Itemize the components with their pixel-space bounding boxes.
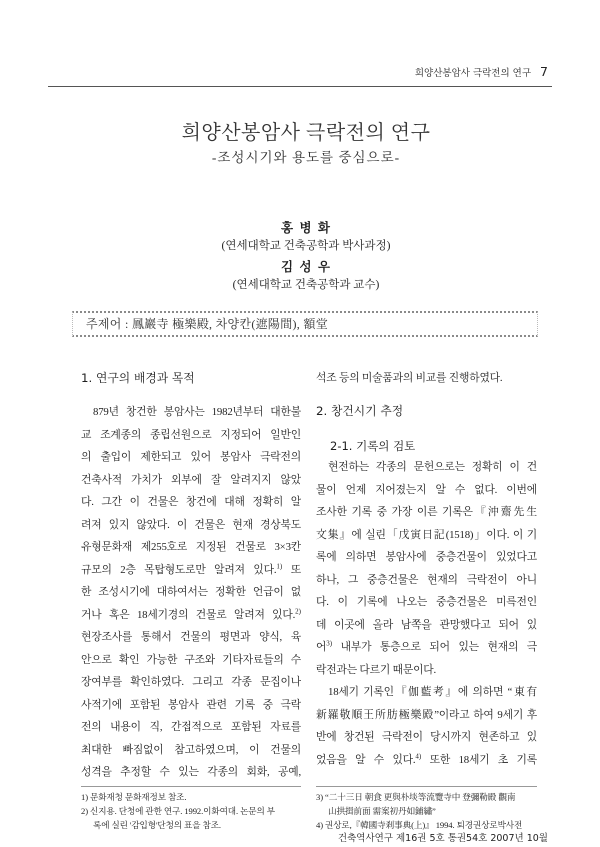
footnote-rule [81,786,301,787]
body-line: 건축사적 가치가 외부에 잘 알려지지 않았 [81,473,301,486]
footnote-mark: 2) [81,806,88,816]
body-line: 데 이곳에 올라 남쪽을 관망했다고 되어 있 [316,618,537,631]
body-line: 의 출입이 제한되고 있어 봉암사 극락전의 [81,451,301,463]
footnote [81,790,302,804]
body-line: 한 조성시기에 대하여서는 정확한 언급이 없 [81,586,301,598]
body-line: 록에 의하면 봉암사에 중층건물이 있었다고 [316,551,537,563]
body-line: 석조 등의 미술품과의 비교를 진행하였다. [316,372,503,384]
footnotes-right [316,790,538,832]
body-line [81,559,301,582]
subsection-heading: 2-1. 기록의 검토 [330,439,416,453]
keywords-label: 주제어 : [86,317,129,331]
footnote-rule [316,786,537,787]
body-line: 다. 그간 이 건물은 창건에 대해 정확히 알 [81,496,301,508]
body-line: 안으로 확인 가능한 구조와 기타자료들의 수 [81,653,301,666]
footnote-text: 권상로,『韓國寺刹事典(上)』 1994. 퇴경권상로박사전 [325,820,523,830]
footnote [316,790,538,804]
footer-citation: 건축역사연구 제16권 5호 통권54호 2007년 10월 [337,833,548,844]
body-line: 조사한 기록 중 가장 이른 기록은『沖齋先生 [316,506,537,518]
footnote-text: 록에 실린 '감입형'단청의 표을 참조. [93,820,221,830]
body-line: 현장조사를 통해서 건물의 평면과 양식, 육 [81,631,301,643]
body-line [81,604,301,627]
section-heading: 1. 연구의 배경과 목적 [81,371,195,385]
footnote-ref: 4) [415,751,422,760]
left-column-text [81,401,301,784]
body-line-text: 내부가 통층으로 되어 있는 현재의 극 [332,641,537,653]
body-line: 장여부를 확인하였다. 그리고 각종 문집이나 [81,676,301,688]
body-line-text: 규모의 2층 목탑형도로만 알려져 있다. [81,563,277,576]
footnote-ref: 2) [295,606,301,615]
author-affiliation: (연세대학교 건축공학과 교수) [232,278,380,291]
footnote-mark: 4) [316,820,323,830]
body-line: 18세기 기록인『伽藍考』에 의하면 “東有 [328,686,537,698]
body-line [316,636,537,659]
section-heading: 2. 창건시기 추정 [316,404,404,418]
body-line: 전의 내용이 직, 간접적으로 포함된 자료를 [81,721,301,733]
body-line: 반에 창건된 극락전이 당시까지 현존하고 있 [316,731,537,743]
body-line: 최대한 빠짐없이 참고하였으며, 이 건물의 [81,743,301,756]
running-header-title: 희양산봉암사 극락전의 연구 [414,68,532,79]
body-line-text: 었음을 알 수 있다. [316,753,416,766]
body-line: 879년 창건한 봉암사는 1982년부터 대한불 [93,406,301,418]
footnote-ref: 3) [326,639,333,648]
author-name: 김 성 우 [281,258,331,274]
footnote-mark: 1) [81,792,88,802]
keywords-line [86,313,328,335]
footnote-text: 山拱揖前面 需案初丹如鋪繡” [328,806,436,816]
header-rule [48,86,552,87]
author-affiliation: (연세대학교 건축공학과 박사과정) [221,240,391,253]
body-line: 文集』에 실린「戊寅日記(1518)」이다. 이 기 [316,528,537,541]
body-line: 성격을 추정할 수 있는 각종의 회화, 공예, [81,766,301,778]
body-line [316,749,537,772]
running-header [415,64,548,80]
keywords-box [72,311,538,337]
footnote-ref: 1) [276,561,283,570]
body-line: 新羅敬順王所肪極樂殿”이라고 하여 9세기 후 [316,708,537,721]
page-number: 7 [540,64,548,79]
keywords-value: 鳳巖寺 極樂殿, 차양칸(遮陽間), 額堂 [131,317,329,331]
body-line-text: 어 [316,641,327,653]
right-column-text [316,456,537,771]
body-line: 사적기에 포함된 봉암사 관련 기록 중 극락 [81,698,301,711]
body-line: 현전하는 각종의 문헌으로는 정확히 이 건 [328,461,537,473]
author-name: 홍 병 화 [281,220,331,235]
footnote-text: “二十三日 朝食 更與朴埮等流覽寺中 登彌勒殿 觀南 [325,792,516,802]
body-line: 교 조계종의 종립선원으로 지정되어 일반인 [81,428,301,441]
body-line-text: 또한 18세기 초 기록 [421,753,537,766]
footnote [81,804,302,818]
body-line-text: 또 [282,563,301,576]
footnotes-left [81,790,302,832]
article-title: 희양산봉암사 극락전의 연구 [181,122,431,144]
body-line: 하나, 그 중층건물은 현재의 극락전이 아니 [316,573,537,586]
footnote-text: 문화재청 문화재정보 참조. [90,792,187,802]
body-line: 물이 언제 지어졌는지 알 수 없다. 이번에 [316,483,537,496]
body-line: 유형문화재 제255호로 지정된 건물로 3×3칸 [81,541,301,553]
article-subtitle: -조성시기와 용도를 중심으로- [211,150,401,165]
body-line: 다. 이 기록에 나오는 중층건물은 미륵전인 [316,596,537,608]
body-line-text: 거나 혹은 18세기경의 건물로 알려져 있다. [81,608,296,621]
footnote-mark: 3) [316,792,323,802]
footnote [316,818,538,832]
body-line: 려져 있지 않았다. 이 건물은 현재 경상북도 [81,518,301,531]
body-line: 락전과는 다르기 때문이다. [316,663,437,676]
footnote-text: 신지용. 단청에 관한 연구. 1992.이화여대. 논문의 부 [90,806,275,816]
